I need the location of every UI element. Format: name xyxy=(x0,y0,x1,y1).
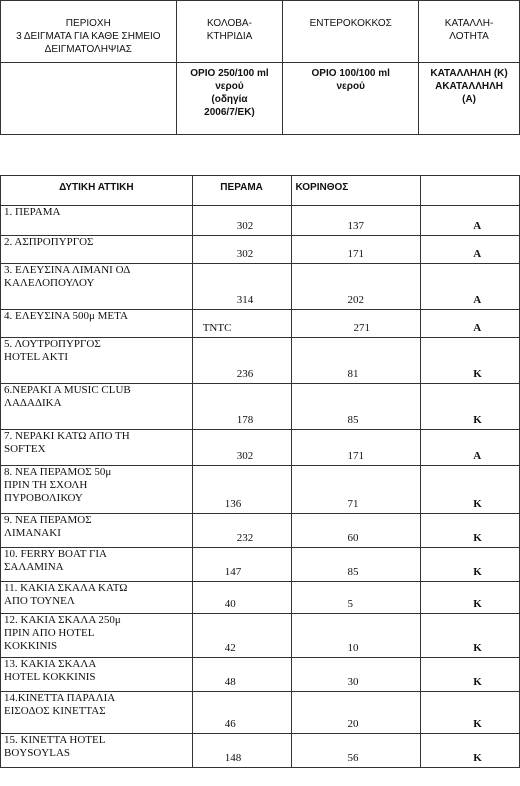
korinthos-value-text: 137 xyxy=(347,220,365,232)
perama-value xyxy=(192,614,291,658)
suitability-value-text: Κ xyxy=(473,598,482,610)
header-coliforms: ΚΟΛΟΒΑ- ΚΤΗΡΙΔΙΑ xyxy=(176,1,283,63)
perama-value-text: 314 xyxy=(236,294,254,306)
limit-enterococcus: ΟΡΙΟ 100/100 ml νερού xyxy=(283,63,419,135)
table-row xyxy=(1,692,520,734)
perama-value xyxy=(192,384,291,430)
suitability-value-text: Κ xyxy=(473,368,482,380)
suitability-value xyxy=(421,658,520,692)
header-suitability: ΚΑΤΑΛΛΗ- ΛΟΤΗΤΑ xyxy=(419,1,520,63)
col-result-empty xyxy=(421,176,520,206)
table-row xyxy=(1,236,520,264)
station-name: 1. ΠΕΡΑΜΑ xyxy=(1,206,193,236)
table-row xyxy=(1,206,520,236)
suitability-value xyxy=(421,236,520,264)
korinthos-value-text: 171 xyxy=(347,248,365,260)
col-korinthos: ΚΟΡΙΝΘΟΣ xyxy=(291,176,421,206)
korinthos-value xyxy=(291,514,421,548)
suitability-value-text: Κ xyxy=(473,642,482,654)
table-row xyxy=(1,658,520,692)
header-table xyxy=(0,0,520,135)
perama-value xyxy=(192,310,291,338)
suitability-value xyxy=(421,734,520,768)
station-name: 6.ΝΕΡΑΚΙ Α MUSIC CLUB ΛΑΔΑΔΙΚΑ xyxy=(1,384,193,430)
korinthos-value xyxy=(291,692,421,734)
station-name: 9. ΝΕΑ ΠΕΡΑΜΟΣ ΛΙΜΑΝΑΚΙ xyxy=(1,514,193,548)
perama-value-text: 42 xyxy=(224,642,236,654)
suitability-value xyxy=(421,692,520,734)
korinthos-value xyxy=(291,548,421,582)
station-name: 7. ΝΕΡΑΚΙ ΚΑΤΩ ΑΠΟ ΤΗ SOFTEX xyxy=(1,430,193,466)
perama-value-text: 136 xyxy=(224,498,242,510)
results-header-row xyxy=(1,176,520,206)
suitability-value xyxy=(421,264,520,310)
perama-value xyxy=(192,514,291,548)
suitability-value-text: Α xyxy=(473,220,482,232)
col-perama: ΠΕΡΑΜΑ xyxy=(192,176,291,206)
suitability-value-text: Κ xyxy=(473,752,482,764)
station-name: 8. ΝΕΑ ΠΕΡΑΜΟΣ 50μ ΠΡΙΝ ΤΗ ΣΧΟΛΗ ΠΥΡΟΒΟΛΙΚΟΥ xyxy=(1,466,193,514)
perama-value-text: TNTC xyxy=(202,322,232,334)
suitability-value-text: Κ xyxy=(473,414,482,426)
korinthos-value xyxy=(291,658,421,692)
korinthos-value-text: 71 xyxy=(347,498,359,510)
station-name: 10. FERRY BOAT ΓΙΑ ΣΑΛΑΜΙΝΑ xyxy=(1,548,193,582)
perama-value xyxy=(192,206,291,236)
table-row xyxy=(1,734,520,768)
korinthos-value-text: 20 xyxy=(347,718,359,730)
perama-value-text: 302 xyxy=(236,450,254,462)
perama-value-text: 236 xyxy=(236,368,254,380)
suitability-value xyxy=(421,206,520,236)
korinthos-value-text: 56 xyxy=(347,752,359,764)
limits-empty xyxy=(1,63,177,135)
station-name: 3. ΕΛΕΥΣΙΝΑ ΛΙΜΑΝΙ ΟΔ ΚΑΛΕΛΟΠΟΥΛΟΥ xyxy=(1,264,193,310)
suitability-value-text: Κ xyxy=(473,566,482,578)
korinthos-value xyxy=(291,734,421,768)
region-title: ΔΥΤΙΚΗ ΑΤΤΙΚΗ xyxy=(1,176,193,206)
perama-value-text: 302 xyxy=(236,248,254,260)
station-name: 4. ΕΛΕΥΣΙΝΑ 500μ ΜΕΤΑ xyxy=(1,310,193,338)
table-row xyxy=(1,548,520,582)
korinthos-value xyxy=(291,264,421,310)
suitability-value xyxy=(421,338,520,384)
suitability-value xyxy=(421,384,520,430)
perama-value xyxy=(192,430,291,466)
korinthos-value-text: 30 xyxy=(347,676,359,688)
table-row xyxy=(1,514,520,548)
results-table xyxy=(0,175,520,768)
korinthos-value xyxy=(291,466,421,514)
perama-value xyxy=(192,734,291,768)
perama-value xyxy=(192,582,291,614)
korinthos-value xyxy=(291,338,421,384)
limit-coliforms: ΟΡΙΟ 250/100 ml νερού (οδηγία 2006/7/ΕΚ) xyxy=(176,63,283,135)
korinthos-value-text: 271 xyxy=(353,322,371,334)
korinthos-value xyxy=(291,430,421,466)
perama-value-text: 178 xyxy=(236,414,254,426)
suitability-value-text: Α xyxy=(473,294,482,306)
perama-value-text: 232 xyxy=(236,532,254,544)
suitability-value xyxy=(421,614,520,658)
perama-value-text: 46 xyxy=(224,718,236,730)
table-row xyxy=(1,384,520,430)
suitability-value-text: Α xyxy=(473,248,482,260)
suitability-value-text: Κ xyxy=(473,532,482,544)
korinthos-value-text: 85 xyxy=(347,414,359,426)
perama-value xyxy=(192,264,291,310)
table-row xyxy=(1,466,520,514)
station-name: 15. ΚΙΝΕΤΤΑ HOTEL BOYSOYLAS xyxy=(1,734,193,768)
suitability-value xyxy=(421,514,520,548)
header-row xyxy=(1,1,520,63)
perama-value xyxy=(192,338,291,384)
korinthos-value-text: 5 xyxy=(347,598,354,610)
perama-value-text: 40 xyxy=(224,598,236,610)
suitability-value xyxy=(421,310,520,338)
table-row xyxy=(1,430,520,466)
table-row xyxy=(1,310,520,338)
korinthos-value xyxy=(291,384,421,430)
suitability-value xyxy=(421,548,520,582)
korinthos-value xyxy=(291,206,421,236)
perama-value-text: 147 xyxy=(224,566,242,578)
korinthos-value-text: 10 xyxy=(347,642,359,654)
korinthos-value xyxy=(291,236,421,264)
perama-value xyxy=(192,548,291,582)
perama-value xyxy=(192,658,291,692)
perama-value-text: 302 xyxy=(236,220,254,232)
suitability-value-text: Κ xyxy=(473,718,482,730)
station-name: 2. ΑΣΠΡΟΠΥΡΓΟΣ xyxy=(1,236,193,264)
perama-value-text: 148 xyxy=(224,752,242,764)
korinthos-value-text: 171 xyxy=(347,450,365,462)
header-enterococcus: ΕΝΤΕΡΟΚΟΚΚΟΣ xyxy=(283,1,419,63)
station-name: 13. ΚΑΚΙΑ ΣΚΑΛΑ HOTEL KOKKINIS xyxy=(1,658,193,692)
korinthos-value xyxy=(291,582,421,614)
korinthos-value xyxy=(291,614,421,658)
table-row xyxy=(1,338,520,384)
suitability-value xyxy=(421,430,520,466)
station-name: 12. ΚΑΚΙΑ ΣΚΑΛΑ 250μ ΠΡΙΝ ΑΠΟ HOTEL KOKKINIS xyxy=(1,614,193,658)
suitability-value xyxy=(421,466,520,514)
limit-suitability: ΚΑΤΑΛΛΗΛΗ (Κ) ΑΚΑΤΑΛΛΗΛΗ (Α) xyxy=(419,63,520,135)
suitability-value-text: Α xyxy=(473,322,482,334)
perama-value xyxy=(192,466,291,514)
korinthos-value-text: 60 xyxy=(347,532,359,544)
table-row xyxy=(1,582,520,614)
table-row xyxy=(1,264,520,310)
suitability-value-text: Α xyxy=(473,450,482,462)
korinthos-value-text: 85 xyxy=(347,566,359,578)
korinthos-value xyxy=(291,310,421,338)
suitability-value-text: Κ xyxy=(473,498,482,510)
korinthos-value-text: 81 xyxy=(347,368,359,380)
suitability-value-text: Κ xyxy=(473,676,482,688)
limits-row xyxy=(1,63,520,135)
station-name: 5. ΛΟΥΤΡΟΠΥΡΓΟΣ HOTEL AKTI xyxy=(1,338,193,384)
suitability-value xyxy=(421,582,520,614)
korinthos-value-text: 202 xyxy=(347,294,365,306)
table-row xyxy=(1,614,520,658)
perama-value xyxy=(192,236,291,264)
perama-value-text: 48 xyxy=(224,676,236,688)
station-name: 11. ΚΑΚΙΑ ΣΚΑΛΑ ΚΑΤΩ ΑΠΟ ΤΟΥΝΕΛ xyxy=(1,582,193,614)
perama-value xyxy=(192,692,291,734)
station-name: 14.ΚΙΝΕΤΤΑ ΠΑΡΑΛΙΑ ΕΙΣΟΔΟΣ ΚΙΝΕΤΤΑΣ xyxy=(1,692,193,734)
header-area: ΠΕΡΙΟΧΗ 3 ΔΕΙΓΜΑΤΑ ΓΙΑ ΚΑΘΕ ΣΗΜΕΙΟ ΔΕΙΓΜΑΤΟΛΗΨΙΑΣ xyxy=(1,1,177,63)
